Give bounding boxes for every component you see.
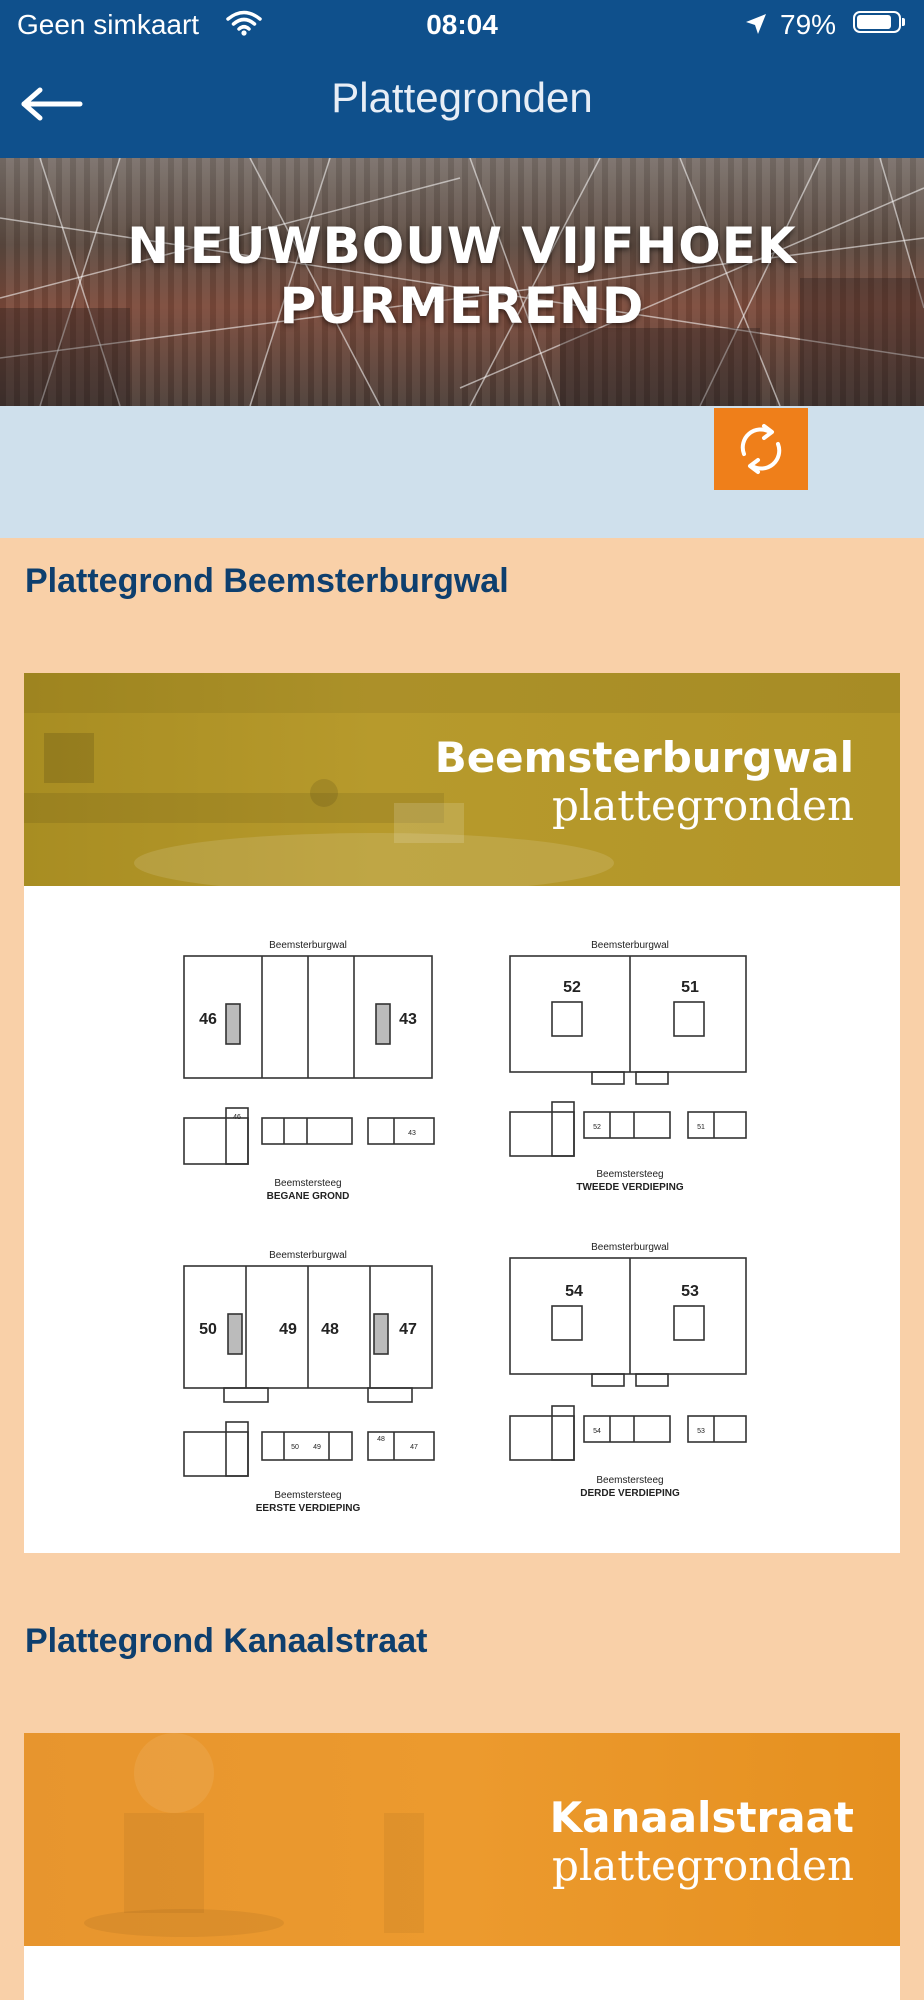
card-banner	[24, 1733, 900, 1946]
plan1-floor-label: BEGANE GROND	[266, 1191, 350, 1202]
plan3-small-4: 49	[313, 1444, 321, 1451]
plan1-street-label: Beemstersteeg	[274, 1178, 342, 1189]
plan3-unit-1: 50	[199, 1321, 217, 1338]
card-banner	[24, 673, 900, 886]
plan3-small-3: 50	[291, 1444, 299, 1451]
refresh-icon	[714, 408, 808, 490]
location-arrow-icon	[744, 12, 768, 36]
plan2-unit-right: 51	[681, 979, 699, 996]
battery-icon	[853, 11, 901, 33]
plan3-small-1: 48	[377, 1436, 385, 1443]
battery-percentage: 79%	[780, 9, 837, 40]
plan4-top-label: Beemsterburgwal	[591, 1242, 669, 1253]
plan1-top-label: Beemsterburgwal	[269, 940, 347, 951]
plan4-unit-right: 53	[681, 1283, 699, 1300]
hero-banner	[0, 158, 924, 406]
plan1-small-right: 43	[408, 1130, 416, 1137]
plan3-street-label: Beemstersteeg	[274, 1490, 342, 1501]
carrier-label: Geen simkaart	[17, 9, 200, 40]
plan4-small-right: 53	[697, 1428, 705, 1435]
plan3-unit-4: 47	[399, 1321, 417, 1338]
plan2-small-left: 52	[593, 1124, 601, 1131]
plan4-small-left: 54	[593, 1428, 601, 1435]
status-bar	[0, 0, 924, 50]
plan2-floor-label: TWEEDE VERDIEPING	[576, 1182, 684, 1193]
section-title-kanaalstraat: Plattegrond Kanaalstraat	[25, 1622, 428, 1660]
plan1-small-left: 46	[233, 1114, 241, 1121]
banner-subtitle: plattegronden	[551, 781, 854, 830]
plan2-street-label: Beemstersteeg	[596, 1169, 664, 1180]
clock: 08:04	[426, 9, 498, 40]
hero-title-line-2: PURMEREND	[279, 277, 645, 335]
plan1-unit-left: 46	[199, 1011, 217, 1028]
banner-title: Beemsterburgwal	[434, 733, 854, 782]
plan3-small-2: 47	[410, 1444, 418, 1451]
refresh-button[interactable]	[714, 408, 808, 490]
banner-title: Kanaalstraat	[549, 1793, 854, 1842]
top-bar	[0, 0, 924, 158]
section-title-beemsterburgwal: Plattegrond Beemsterburgwal	[25, 562, 509, 600]
floorplan-drawing	[24, 886, 900, 1553]
plan3-unit-2: 49	[279, 1321, 297, 1338]
plan2-unit-left: 52	[563, 979, 581, 996]
plan4-unit-left: 54	[565, 1283, 583, 1300]
plan1-unit-right: 43	[399, 1011, 417, 1028]
plan4-street-label: Beemstersteeg	[596, 1475, 664, 1486]
page-title: Plattegronden	[331, 74, 593, 121]
plan3-floor-label: EERSTE VERDIEPING	[255, 1503, 361, 1514]
plan4-floor-label: DERDE VERDIEPING	[580, 1488, 680, 1499]
plan2-top-label: Beemsterburgwal	[591, 940, 669, 951]
plan3-top-label: Beemsterburgwal	[269, 1250, 347, 1261]
hero-title-line-1: NIEUWBOUW VIJFHOEK	[127, 217, 797, 275]
plan3-unit-3: 48	[321, 1321, 339, 1338]
hero-title	[0, 216, 924, 336]
plan2-small-right: 51	[697, 1124, 705, 1131]
floorplan-card-kanaalstraat[interactable]	[24, 1733, 900, 2000]
floorplan-card-beemsterburgwal[interactable]	[24, 673, 900, 1553]
banner-subtitle: plattegronden	[551, 1841, 854, 1890]
